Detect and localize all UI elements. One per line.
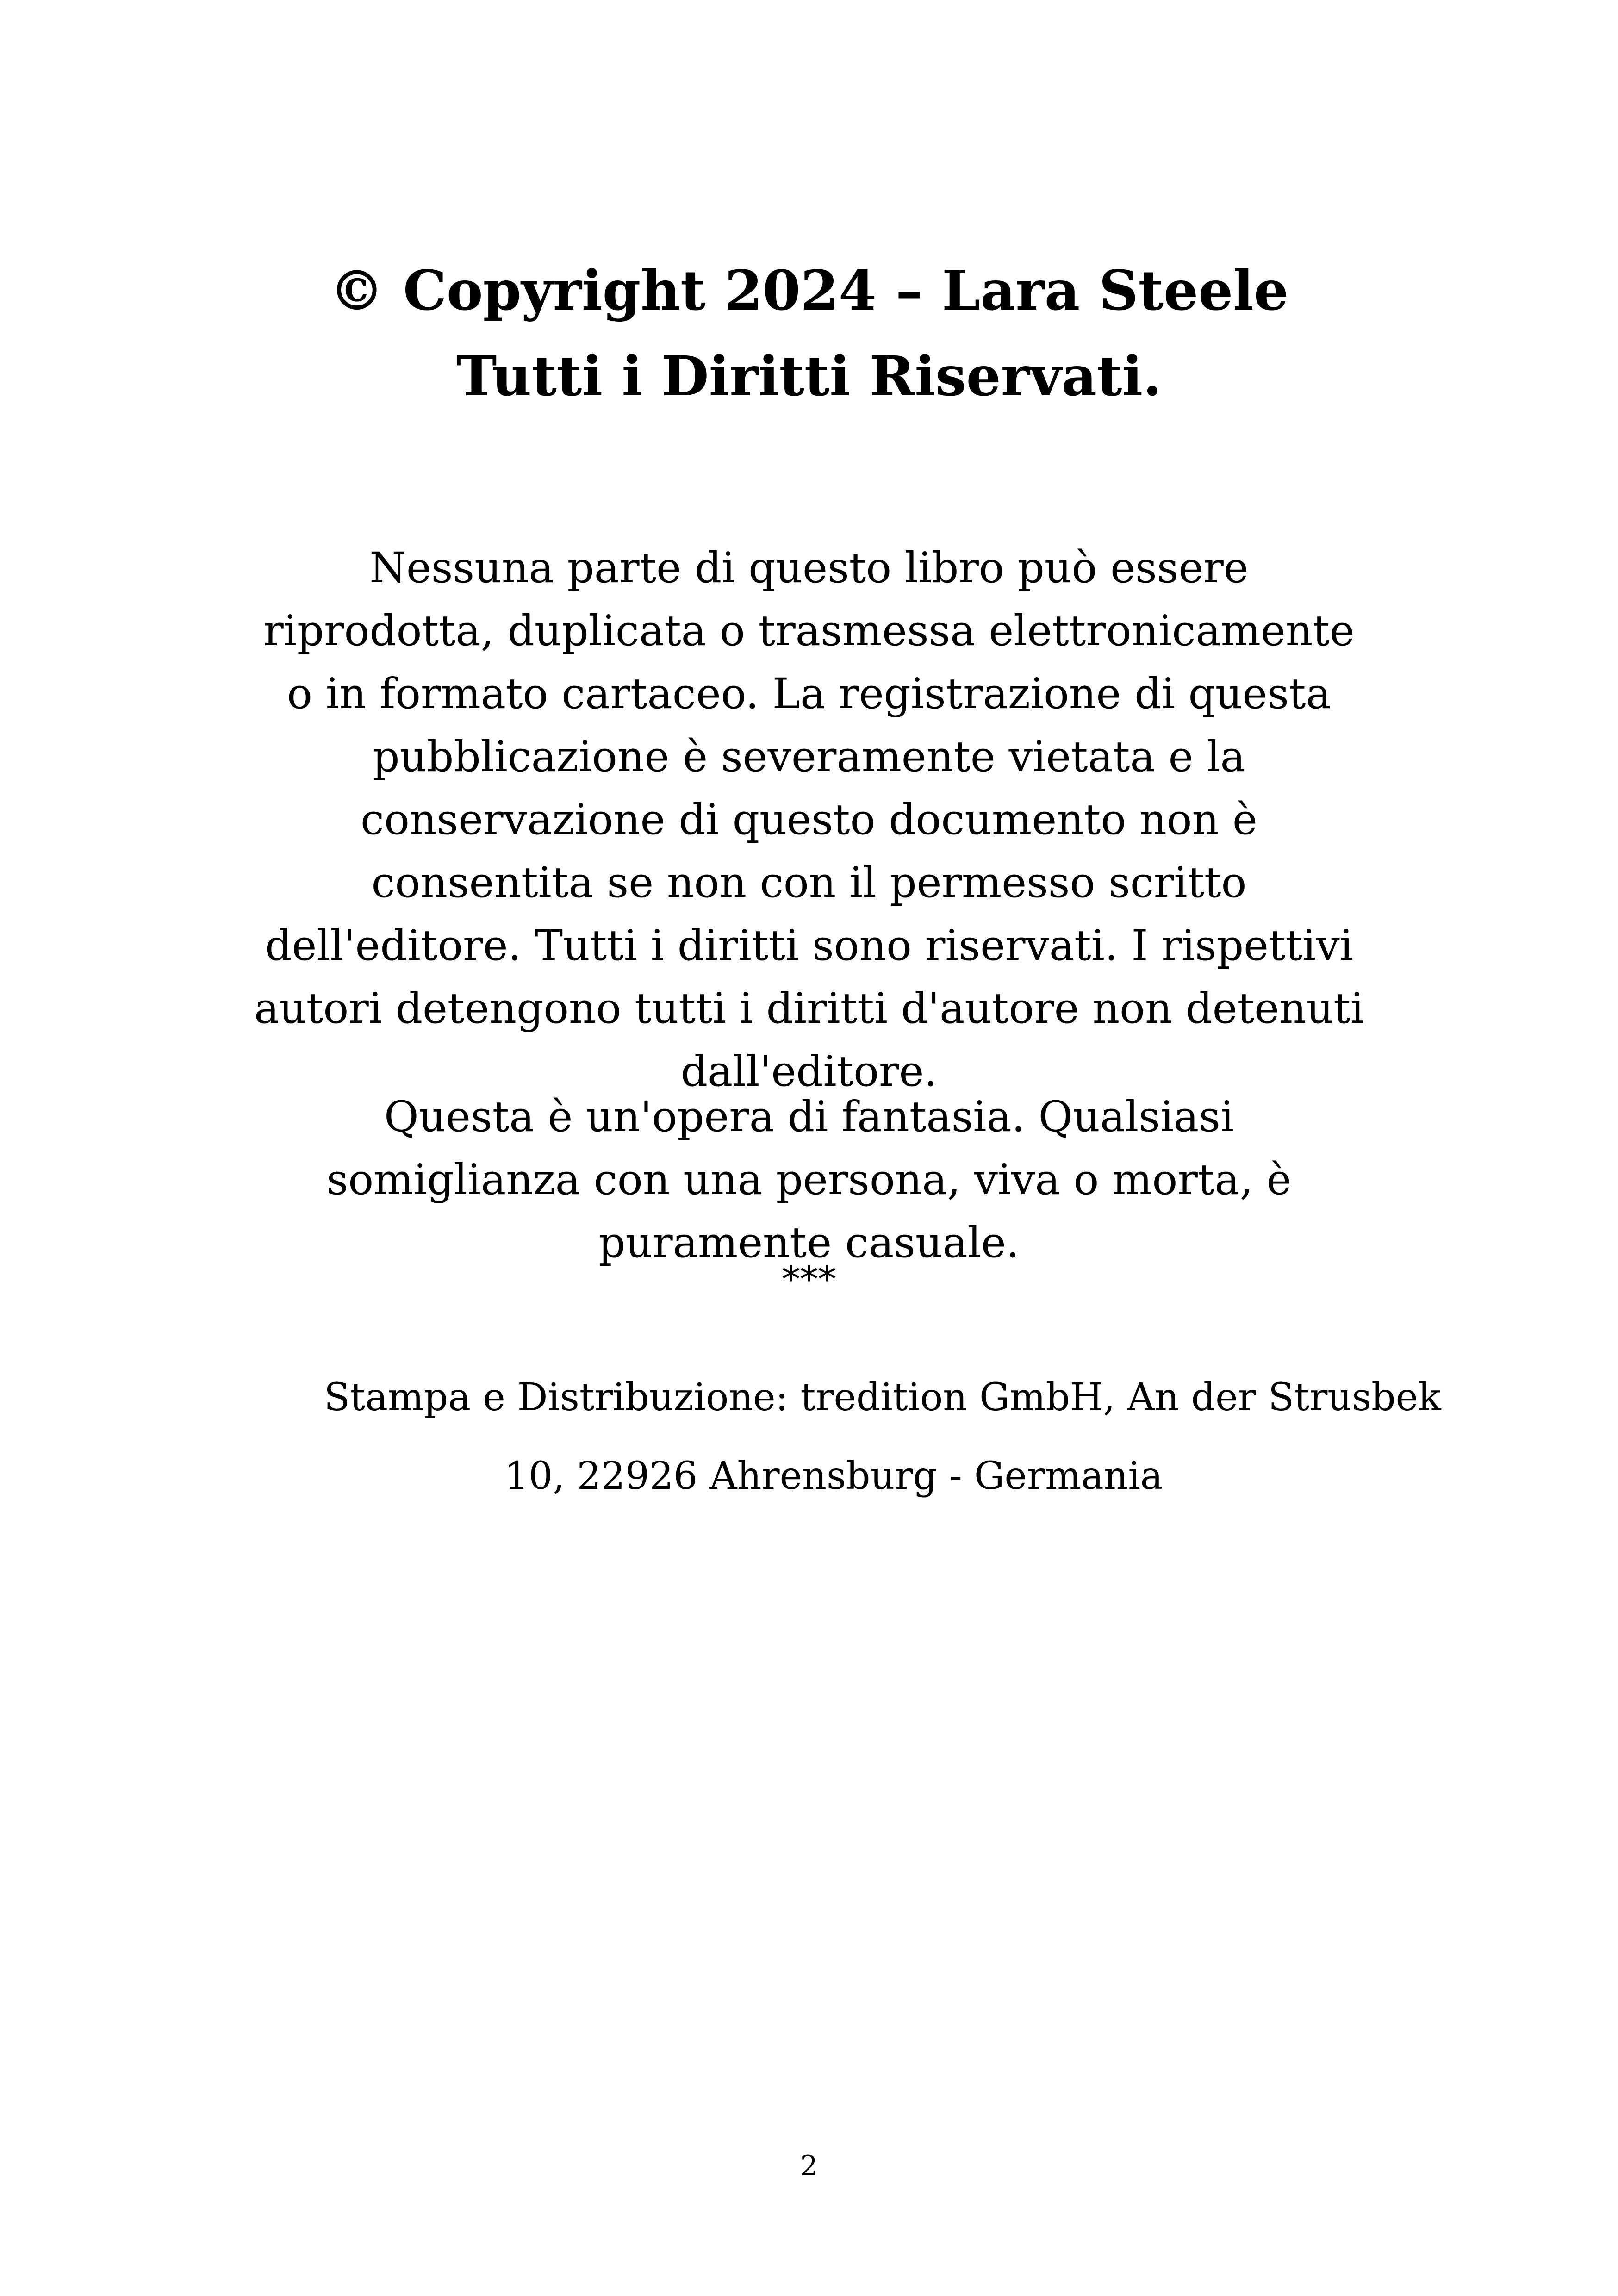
imprint-line-1: Stampa e Distribuzione: tredition GmbH, An der Strusbek — [324, 1375, 1441, 1419]
copyright-line: © Copyright 2024 – Lara Steele — [329, 258, 1289, 323]
reproduction-notice-paragraph: Nessuna parte di questo libro può essere riprodotta, duplicata o trasmessa elettronicamente o in formato cartaceo. La registrazione di questa pubblicazione è severamente vietata e la conservazione di questo documento non è consentita se non con il permesso scritto dell'editore. Tutti i diritti sono riservati. I rispettivi autori detengono tutti i diritti d'autore non detenuti dall'editore. — [254, 544, 1364, 1096]
section-separator: *** — [782, 1259, 836, 1300]
page-number: 2 — [800, 2150, 818, 2182]
copyright-title — [0, 248, 1618, 419]
rights-reserved-line: Tutti i Diritti Riservati. — [456, 344, 1162, 408]
fiction-disclaimer-paragraph: Questa è un'opera di fantasia. Qualsiasi somiglianza con una persona, viva o morta, è puramente casuale. — [326, 1093, 1292, 1267]
imprint-line-2: 10, 22926 Ahrensburg - Germania — [504, 1454, 1163, 1498]
